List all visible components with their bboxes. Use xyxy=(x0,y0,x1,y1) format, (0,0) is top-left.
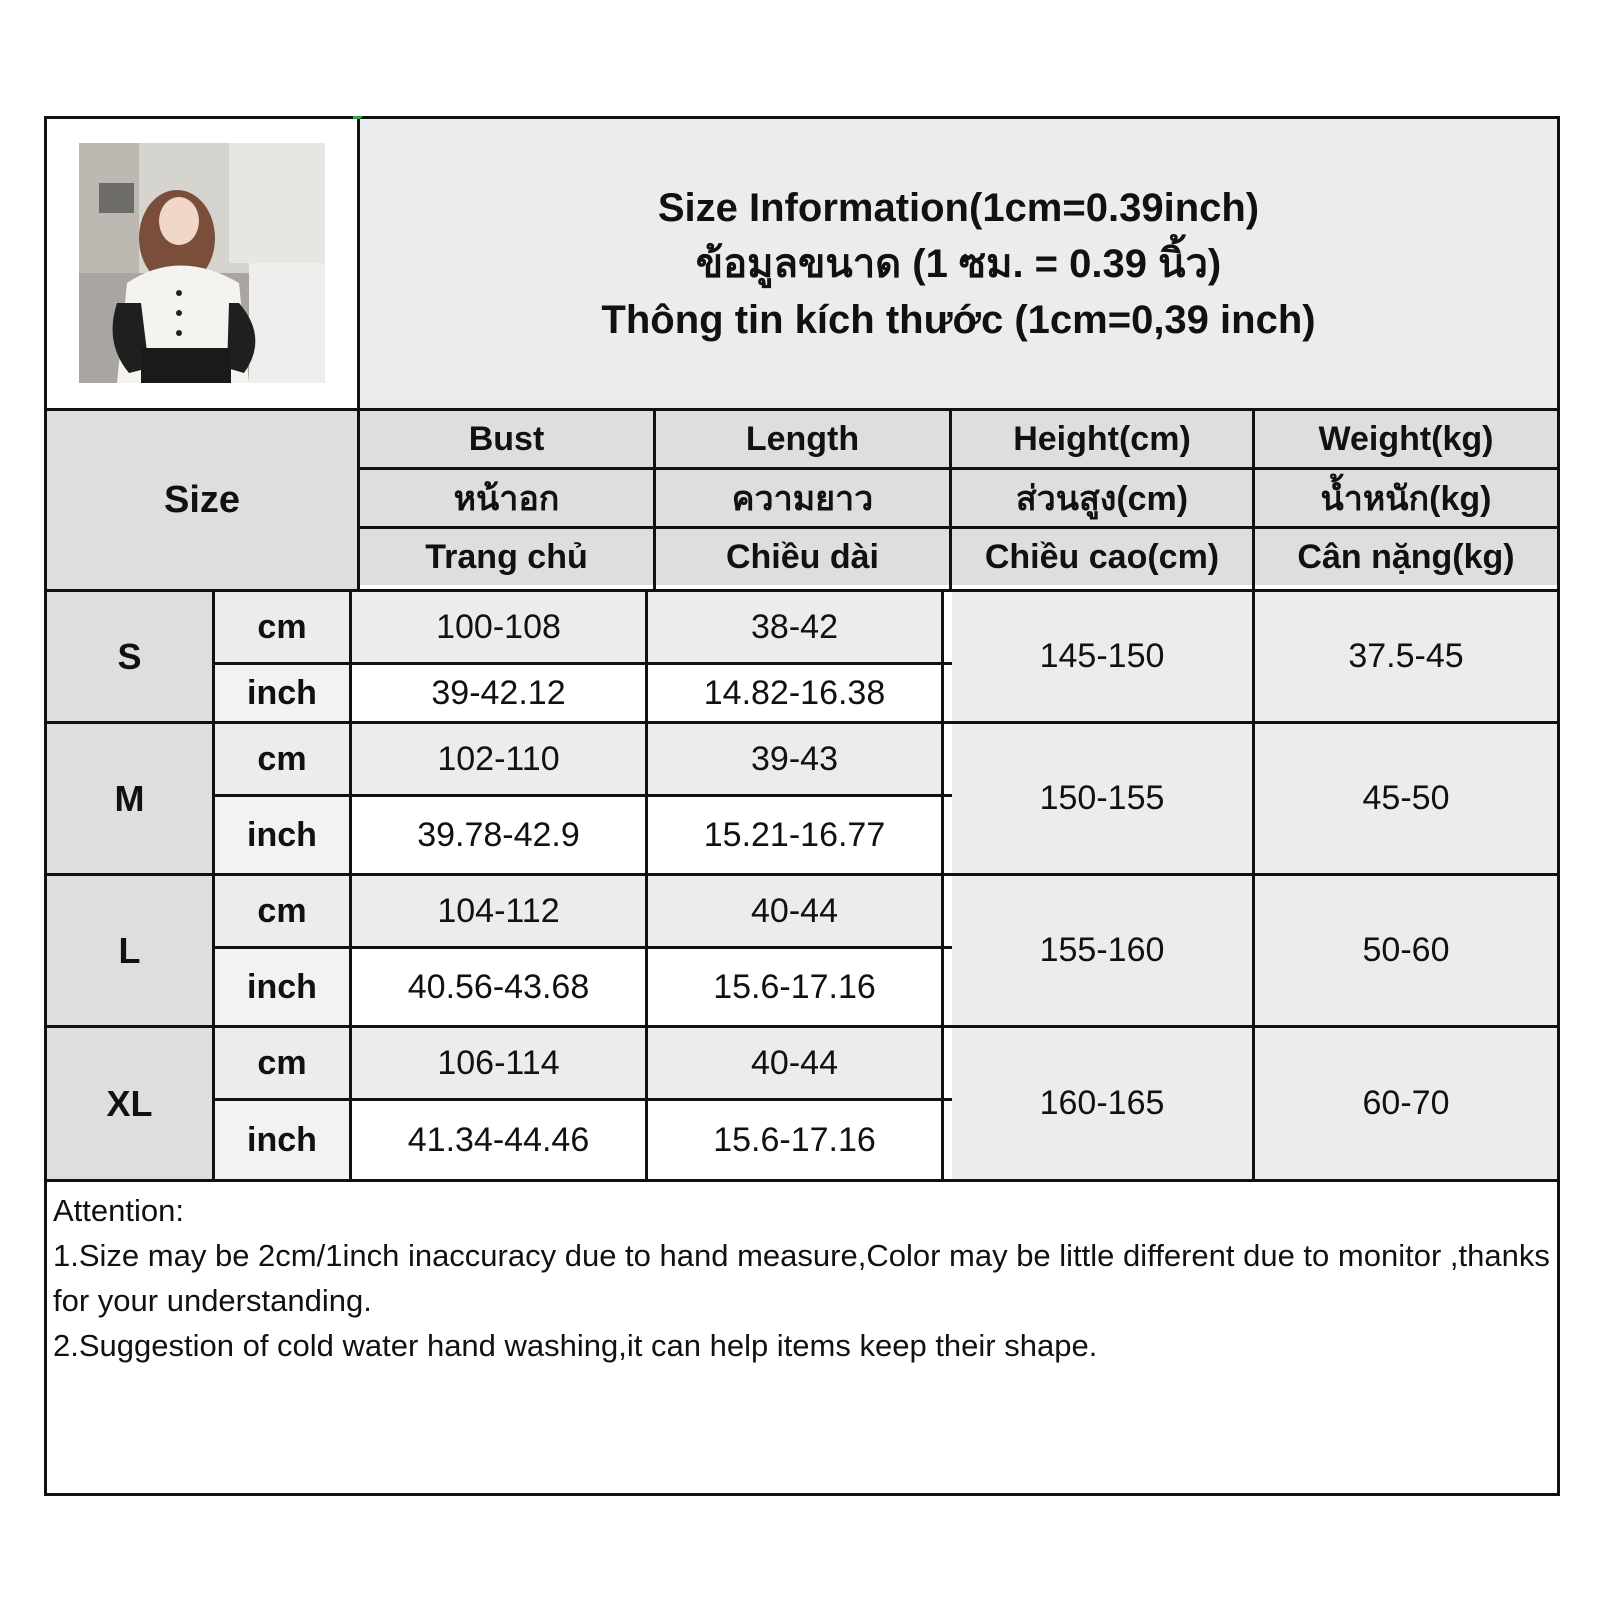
bust-value: 102-110 xyxy=(352,724,648,794)
weight-value: 50-60 xyxy=(1255,876,1557,1025)
header-thai: ส่วนสูง(cm) xyxy=(952,470,1252,529)
header-english: Length xyxy=(656,411,949,470)
length-value: 39-43 xyxy=(648,724,944,794)
header-vietnamese: Chiều dài xyxy=(656,529,949,585)
bust-value: 104-112 xyxy=(352,876,648,946)
unit-label: cm xyxy=(215,1028,352,1098)
weight-header xyxy=(1255,411,1557,589)
size-row-m xyxy=(47,724,1557,876)
size-label: XL xyxy=(47,1028,215,1179)
header-vietnamese: Cân nặng(kg) xyxy=(1255,529,1557,585)
product-photo xyxy=(79,143,325,383)
bust-value: 106-114 xyxy=(352,1028,648,1098)
bust-header xyxy=(360,411,656,589)
note-line-2: 2.Suggestion of cold water hand washing,it can help items keep their shape. xyxy=(53,1328,1098,1363)
length-value: 15.6-17.16 xyxy=(648,949,944,1025)
bust-value: 40.56-43.68 xyxy=(352,949,648,1025)
size-row-s xyxy=(47,592,1557,724)
height-value: 155-160 xyxy=(952,876,1255,1025)
bust-value: 39.78-42.9 xyxy=(352,797,648,873)
length-value: 15.6-17.16 xyxy=(648,1101,944,1179)
weight-value: 37.5-45 xyxy=(1255,592,1557,721)
length-value: 15.21-16.77 xyxy=(648,797,944,873)
size-label: M xyxy=(47,724,215,873)
header-vietnamese: Chiều cao(cm) xyxy=(952,529,1252,585)
header-english: Height(cm) xyxy=(952,411,1252,470)
note-line-1: 1.Size may be 2cm/1inch inaccuracy due to hand measure,Color may be little different due to monitor ,thanks for your understanding. xyxy=(53,1238,1550,1318)
notes-heading: Attention: xyxy=(53,1193,184,1228)
unit-label: inch xyxy=(215,949,352,1025)
size-row-l xyxy=(47,876,1557,1028)
bust-value: 41.34-44.46 xyxy=(352,1101,648,1179)
title-thai: ข้อมูลขนาด (1 ซม. = 0.39 นิ้ว) xyxy=(695,241,1222,286)
bust-value: 39-42.12 xyxy=(352,665,648,721)
size-label: S xyxy=(47,592,215,721)
size-header: Size xyxy=(47,411,360,589)
unit-label: cm xyxy=(215,592,352,662)
product-photo-cell xyxy=(47,119,360,408)
column-headers xyxy=(47,408,1557,592)
bust-value: 100-108 xyxy=(352,592,648,662)
model-photo-illustration xyxy=(79,143,325,383)
weight-value: 45-50 xyxy=(1255,724,1557,873)
unit-label: inch xyxy=(215,797,352,873)
length-value: 38-42 xyxy=(648,592,944,662)
height-value: 160-165 xyxy=(952,1028,1255,1179)
header-english: Weight(kg) xyxy=(1255,411,1557,470)
length-value: 40-44 xyxy=(648,1028,944,1098)
unit-label: inch xyxy=(215,665,352,721)
title-english: Size Information(1cm=0.39inch) xyxy=(657,185,1260,230)
header-thai: น้ำหนัก(kg) xyxy=(1255,470,1557,529)
header-vietnamese: Trang chủ xyxy=(360,529,653,585)
header-thai: หน้าอก xyxy=(360,470,653,529)
unit-label: cm xyxy=(215,876,352,946)
unit-label: cm xyxy=(215,724,352,794)
title-cell xyxy=(360,119,1557,408)
unit-label: inch xyxy=(215,1101,352,1179)
size-chart xyxy=(44,116,1560,1496)
height-value: 145-150 xyxy=(952,592,1255,721)
length-header xyxy=(656,411,952,589)
length-value: 40-44 xyxy=(648,876,944,946)
attention-notes xyxy=(47,1179,1557,1493)
weight-value: 60-70 xyxy=(1255,1028,1557,1179)
height-header xyxy=(952,411,1255,589)
size-rows xyxy=(47,589,1557,1179)
size-row-xl xyxy=(47,1028,1557,1179)
header-english: Bust xyxy=(360,411,653,470)
size-label: L xyxy=(47,876,215,1025)
title-vietnamese: Thông tin kích thước (1cm=0,39 inch) xyxy=(601,297,1316,342)
height-value: 150-155 xyxy=(952,724,1255,873)
length-value: 14.82-16.38 xyxy=(648,665,944,721)
header-thai: ความยาว xyxy=(656,470,949,529)
